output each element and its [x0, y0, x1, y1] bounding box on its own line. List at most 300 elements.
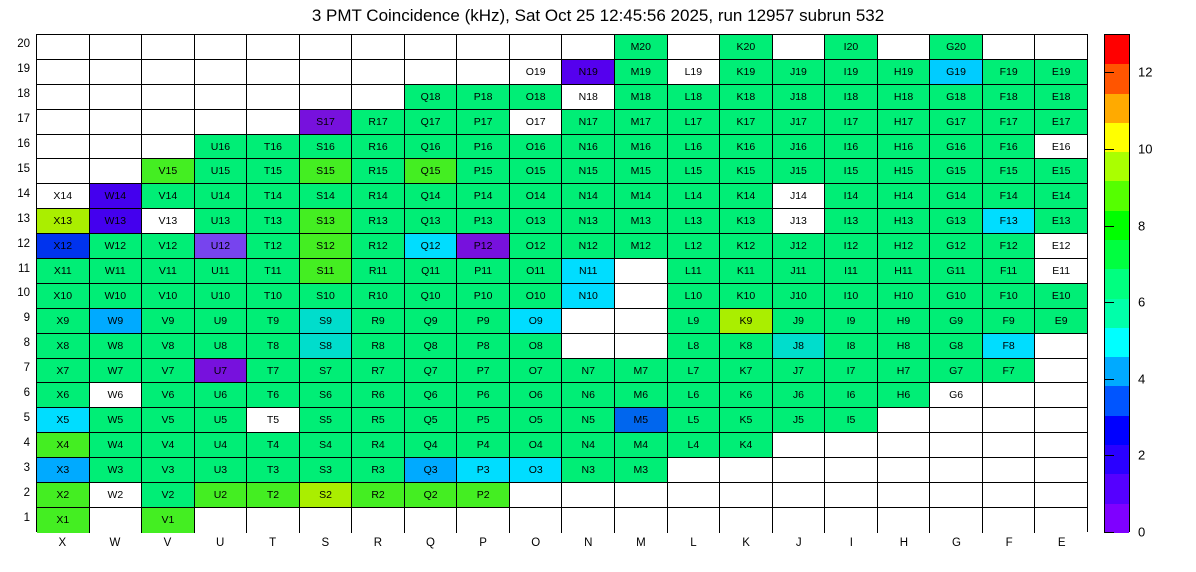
heatmap-cell-H17 — [878, 110, 931, 135]
cell-label: N12 — [578, 240, 598, 253]
heatmap-cell-K4 — [720, 433, 773, 458]
cell-label: E18 — [1051, 90, 1071, 103]
colorbar-segment — [1105, 504, 1129, 533]
heatmap-cell-X10 — [37, 284, 90, 309]
cell-label: E11 — [1052, 264, 1071, 277]
cell-label: N15 — [578, 165, 598, 178]
heatmap-cell-J15 — [773, 159, 826, 184]
heatmap-cell-empty — [983, 383, 1036, 408]
heatmap-cell-empty — [510, 508, 563, 533]
heatmap-cell-I8 — [825, 334, 878, 359]
heatmap-cell-O18 — [510, 85, 563, 110]
heatmap-cell-M20 — [615, 35, 668, 60]
cell-label: N5 — [581, 414, 595, 427]
heatmap-cell-O5 — [510, 408, 563, 433]
cell-label: O5 — [528, 414, 543, 427]
cell-label: V7 — [161, 364, 175, 377]
cell-label: P9 — [476, 314, 490, 327]
cell-label: V4 — [161, 439, 175, 452]
heatmap-cell-empty — [300, 35, 353, 60]
colorbar-segment — [1105, 474, 1129, 503]
heatmap-cell-H14 — [878, 184, 931, 209]
heatmap-cell-K18 — [720, 85, 773, 110]
heatmap-cell-K8 — [720, 334, 773, 359]
heatmap-cell-R17 — [352, 110, 405, 135]
heatmap-cell-R2 — [352, 483, 405, 508]
cell-label: R15 — [368, 165, 388, 178]
heatmap-cell-G10 — [930, 284, 983, 309]
heatmap-cell-E12 — [1035, 234, 1087, 259]
cell-label: O16 — [525, 140, 546, 153]
heatmap-cell-empty — [1035, 433, 1087, 458]
colorbar-tick-label-0: 0 — [1138, 524, 1146, 540]
cell-label: P18 — [473, 90, 493, 103]
heatmap-cell-R7 — [352, 359, 405, 384]
heatmap-cell-X13 — [37, 209, 90, 234]
heatmap-cell-empty — [773, 458, 826, 483]
cell-label: N11 — [579, 264, 598, 277]
cell-label: U3 — [213, 464, 228, 477]
heatmap-cell-empty — [405, 35, 458, 60]
colorbar-segment — [1105, 64, 1129, 93]
cell-label: K9 — [739, 314, 753, 327]
cell-label: U12 — [210, 240, 231, 253]
cell-label: F7 — [1002, 364, 1015, 377]
cell-label: G18 — [946, 90, 966, 103]
heatmap-cell-empty — [1035, 334, 1087, 359]
x-axis-tick-S: S — [321, 537, 330, 549]
heatmap-cell-V15 — [142, 159, 195, 184]
cell-label: U16 — [210, 140, 231, 153]
cell-label: K17 — [736, 115, 756, 128]
cell-label: U5 — [213, 414, 228, 427]
cell-label: U13 — [210, 215, 231, 228]
heatmap-cell-J5 — [773, 408, 826, 433]
cell-label: P15 — [473, 165, 493, 178]
cell-label: S2 — [319, 488, 332, 501]
cell-label: U2 — [213, 488, 228, 501]
heatmap-cell-O19 — [510, 60, 563, 85]
heatmap-cell-S7 — [300, 359, 353, 384]
heatmap-cell-I12 — [825, 234, 878, 259]
heatmap-cell-U5 — [195, 408, 248, 433]
heatmap-cell-P13 — [457, 209, 510, 234]
cell-label: S7 — [319, 364, 332, 377]
heatmap-cell-J17 — [773, 110, 826, 135]
heatmap-cell-empty — [247, 35, 300, 60]
cell-label: T12 — [263, 240, 282, 253]
heatmap-cell-E18 — [1035, 85, 1087, 110]
heatmap-cell-V13 — [142, 209, 195, 234]
heatmap-cell-empty — [142, 35, 195, 60]
heatmap-cell-empty — [142, 60, 195, 85]
heatmap-cell-H15 — [878, 159, 931, 184]
heatmap-cell-W13 — [90, 209, 143, 234]
heatmap-cell-P4 — [457, 433, 510, 458]
cell-label: P14 — [473, 190, 493, 203]
cell-label: I19 — [843, 65, 859, 78]
cell-label: I17 — [843, 115, 859, 128]
cell-label: E12 — [1051, 240, 1071, 253]
heatmap-cell-T6 — [247, 383, 300, 408]
heatmap-cell-T12 — [247, 234, 300, 259]
cell-label: O17 — [525, 115, 546, 128]
heatmap-cell-W9 — [90, 309, 143, 334]
heatmap-cell-empty — [90, 110, 143, 135]
cell-label: H12 — [893, 240, 914, 253]
heatmap-cell-X2 — [37, 483, 90, 508]
heatmap-cell-empty — [247, 508, 300, 533]
cell-label: W7 — [107, 364, 124, 377]
heatmap-cell-P15 — [457, 159, 510, 184]
colorbar-segment — [1105, 240, 1129, 269]
heatmap-cell-L10 — [668, 284, 721, 309]
cell-label: T6 — [266, 389, 280, 402]
heatmap-row — [37, 209, 1087, 234]
heatmap-cell-empty — [615, 259, 668, 284]
heatmap-cell-empty — [37, 135, 90, 160]
heatmap-cell-empty — [247, 110, 300, 135]
x-axis-tick-R: R — [373, 537, 383, 549]
y-axis-tick-15: 15 — [17, 162, 30, 175]
x-axis-tick-F: F — [1005, 537, 1013, 549]
heatmap-cell-X9 — [37, 309, 90, 334]
cell-label: Q10 — [420, 289, 441, 302]
cell-label: L6 — [687, 389, 700, 402]
cell-label: N14 — [578, 190, 598, 203]
cell-label: H6 — [896, 389, 911, 402]
colorbar-segment — [1105, 94, 1129, 123]
heatmap-cell-Q13 — [405, 209, 458, 234]
heatmap-cell-G6 — [930, 383, 983, 408]
heatmap-cell-empty — [983, 508, 1036, 533]
heatmap-cell-empty — [142, 85, 195, 110]
heatmap-cell-V14 — [142, 184, 195, 209]
cell-label: I11 — [844, 264, 858, 277]
heatmap-cell-S17 — [300, 110, 353, 135]
heatmap-cell-L5 — [668, 408, 721, 433]
colorbar-segment — [1105, 357, 1129, 386]
heatmap-cell-I15 — [825, 159, 878, 184]
y-axis-tick-2: 2 — [23, 486, 30, 499]
heatmap-cell-V12 — [142, 234, 195, 259]
heatmap-cell-U9 — [195, 309, 248, 334]
heatmap-cell-K12 — [720, 234, 773, 259]
cell-label: G12 — [946, 240, 966, 253]
cell-label: P2 — [476, 488, 490, 501]
heatmap-cell-empty — [983, 408, 1036, 433]
cell-label: N17 — [578, 115, 598, 128]
heatmap-cell-N13 — [562, 209, 615, 234]
heatmap-cell-empty — [1035, 383, 1087, 408]
heatmap-cell-N11 — [562, 259, 615, 284]
heatmap-row — [37, 85, 1087, 110]
heatmap-cell-N3 — [562, 458, 615, 483]
heatmap-cell-F19 — [983, 60, 1036, 85]
cell-label: S4 — [319, 439, 332, 452]
cell-label: Q4 — [423, 439, 438, 452]
heatmap-cell-R13 — [352, 209, 405, 234]
heatmap-cell-empty — [720, 458, 773, 483]
heatmap-cell-T9 — [247, 309, 300, 334]
heatmap-cell-T11 — [247, 259, 300, 284]
cell-label: I9 — [846, 314, 856, 327]
heatmap-cell-J12 — [773, 234, 826, 259]
cell-label: Q6 — [423, 389, 438, 402]
y-axis-tick-18: 18 — [17, 88, 30, 101]
heatmap-cell-empty — [300, 508, 353, 533]
cell-label: H18 — [893, 90, 914, 103]
cell-label: Q12 — [420, 240, 441, 253]
cell-label: P17 — [473, 115, 493, 128]
heatmap-cell-T15 — [247, 159, 300, 184]
heatmap-cell-Q7 — [405, 359, 458, 384]
cell-label: U7 — [213, 364, 228, 377]
cell-label: R17 — [368, 115, 388, 128]
heatmap-cell-F8 — [983, 334, 1036, 359]
heatmap-cell-P7 — [457, 359, 510, 384]
heatmap-cell-I11 — [825, 259, 878, 284]
cell-label: O12 — [525, 240, 546, 253]
heatmap-cell-P17 — [457, 110, 510, 135]
heatmap-cell-empty — [37, 35, 90, 60]
cell-label: H10 — [893, 289, 914, 302]
heatmap-cell-G13 — [930, 209, 983, 234]
cell-label: U6 — [213, 389, 228, 402]
cell-label: O6 — [528, 389, 543, 402]
cell-label: U10 — [210, 289, 231, 302]
heatmap-cell-F14 — [983, 184, 1036, 209]
cell-label: R4 — [371, 439, 385, 452]
x-axis-tick-J: J — [795, 537, 802, 549]
cell-label: T10 — [263, 289, 282, 302]
heatmap-row — [37, 458, 1087, 483]
cell-label: G8 — [949, 339, 964, 352]
cell-label: G11 — [946, 264, 966, 277]
heatmap-cell-J9 — [773, 309, 826, 334]
heatmap-cell-R6 — [352, 383, 405, 408]
heatmap-cell-W8 — [90, 334, 143, 359]
cell-label: S8 — [319, 339, 332, 352]
heatmap-cell-X11 — [37, 259, 90, 284]
x-axis-tick-K: K — [742, 537, 750, 549]
cell-label: T7 — [266, 364, 280, 377]
cell-label: H14 — [893, 190, 914, 203]
heatmap-cell-Q11 — [405, 259, 458, 284]
cell-label: K6 — [739, 389, 753, 402]
heatmap-cell-E10 — [1035, 284, 1087, 309]
heatmap-cell-R12 — [352, 234, 405, 259]
colorbar-segment — [1105, 35, 1129, 64]
heatmap-cell-empty — [983, 483, 1036, 508]
heatmap-cell-empty — [930, 508, 983, 533]
heatmap-cell-U3 — [195, 458, 248, 483]
heatmap-cell-K19 — [720, 60, 773, 85]
colorbar-segment — [1105, 386, 1129, 415]
heatmap-cell-U11 — [195, 259, 248, 284]
cell-label: K15 — [736, 165, 756, 178]
cell-label: O11 — [526, 264, 546, 277]
cell-label: R8 — [371, 339, 385, 352]
heatmap-cell-I19 — [825, 60, 878, 85]
heatmap-cell-M5 — [615, 408, 668, 433]
heatmap-cell-K7 — [720, 359, 773, 384]
heatmap-cell-L8 — [668, 334, 721, 359]
heatmap-cell-U14 — [195, 184, 248, 209]
cell-label: V15 — [158, 165, 178, 178]
heatmap-cell-M12 — [615, 234, 668, 259]
heatmap-cell-E15 — [1035, 159, 1087, 184]
cell-label: F14 — [999, 190, 1018, 203]
heatmap-cell-H10 — [878, 284, 931, 309]
heatmap-cell-M17 — [615, 110, 668, 135]
cell-label: K19 — [736, 65, 756, 78]
heatmap-cell-X5 — [37, 408, 90, 433]
cell-label: Q11 — [421, 264, 441, 277]
cell-label: N3 — [581, 464, 595, 477]
cell-label: K16 — [736, 140, 756, 153]
cell-label: O9 — [528, 314, 543, 327]
heatmap-cell-empty — [773, 35, 826, 60]
cell-label: F13 — [999, 215, 1018, 228]
heatmap-cell-N10 — [562, 284, 615, 309]
heatmap-cell-empty — [37, 159, 90, 184]
heatmap-cell-J16 — [773, 135, 826, 160]
cell-label: V3 — [161, 464, 175, 477]
cell-label: X6 — [56, 389, 70, 402]
heatmap-cell-N17 — [562, 110, 615, 135]
cell-label: X4 — [56, 439, 70, 452]
cell-label: T16 — [263, 140, 282, 153]
cell-label: L4 — [687, 439, 700, 452]
heatmap-cell-F9 — [983, 309, 1036, 334]
cell-label: W12 — [104, 240, 127, 253]
cell-label: N18 — [578, 90, 598, 103]
heatmap-cell-R16 — [352, 135, 405, 160]
heatmap-cell-F11 — [983, 259, 1036, 284]
heatmap-cell-L19 — [668, 60, 721, 85]
cell-label: I10 — [843, 289, 859, 302]
cell-label: H8 — [896, 339, 911, 352]
cell-label: H11 — [894, 264, 913, 277]
heatmap-cell-M19 — [615, 60, 668, 85]
heatmap-cell-H7 — [878, 359, 931, 384]
cell-label: J12 — [789, 240, 807, 253]
heatmap-cell-S3 — [300, 458, 353, 483]
heatmap-cell-empty — [878, 35, 931, 60]
cell-label: G17 — [946, 115, 966, 128]
cell-label: X8 — [56, 339, 70, 352]
heatmap-cell-N4 — [562, 433, 615, 458]
heatmap-cell-E19 — [1035, 60, 1087, 85]
cell-label: S6 — [319, 389, 332, 402]
colorbar-segment — [1105, 328, 1129, 357]
heatmap-cell-O6 — [510, 383, 563, 408]
heatmap-cell-T13 — [247, 209, 300, 234]
heatmap-cell-S13 — [300, 209, 353, 234]
cell-label: K12 — [736, 240, 756, 253]
heatmap-cell-R4 — [352, 433, 405, 458]
x-axis-tick-H: H — [899, 537, 909, 549]
cell-label: P6 — [476, 389, 490, 402]
heatmap-cell-empty — [90, 85, 143, 110]
colorbar-segment — [1105, 123, 1129, 152]
heatmap-cell-N19 — [562, 60, 615, 85]
cell-label: G14 — [946, 190, 966, 203]
heatmap-cell-E17 — [1035, 110, 1087, 135]
heatmap-cell-empty — [1035, 458, 1087, 483]
cell-label: E10 — [1051, 289, 1071, 302]
heatmap-cell-I17 — [825, 110, 878, 135]
cell-label: J10 — [789, 289, 807, 302]
heatmap-cell-empty — [405, 508, 458, 533]
heatmap-cell-K13 — [720, 209, 773, 234]
heatmap-cell-E9 — [1035, 309, 1087, 334]
heatmap-cell-U2 — [195, 483, 248, 508]
heatmap-cell-U7 — [195, 359, 248, 384]
cell-label: G6 — [949, 389, 964, 402]
heatmap-row — [37, 508, 1087, 533]
cell-label: N19 — [578, 65, 598, 78]
heatmap-cell-R15 — [352, 159, 405, 184]
cell-label: W11 — [104, 264, 126, 277]
cell-label: R11 — [368, 264, 388, 277]
heatmap-cell-R14 — [352, 184, 405, 209]
heatmap-cell-Q16 — [405, 135, 458, 160]
x-axis-tick-O: O — [531, 537, 541, 549]
cell-label: O8 — [528, 339, 543, 352]
heatmap-cell-U10 — [195, 284, 248, 309]
heatmap-cell-T8 — [247, 334, 300, 359]
cell-label: F10 — [999, 289, 1018, 302]
heatmap-cell-L17 — [668, 110, 721, 135]
heatmap-cell-G14 — [930, 184, 983, 209]
heatmap-cell-O10 — [510, 284, 563, 309]
heatmap-cell-U15 — [195, 159, 248, 184]
cell-label: V10 — [158, 289, 178, 302]
y-axis-tick-7: 7 — [23, 362, 30, 375]
heatmap-cell-H9 — [878, 309, 931, 334]
cell-label: V2 — [161, 488, 175, 501]
colorbar-segment — [1105, 416, 1129, 445]
heatmap-cell-empty — [1035, 35, 1087, 60]
cell-label: M17 — [630, 115, 651, 128]
heatmap-cell-I20 — [825, 35, 878, 60]
heatmap-cell-P9 — [457, 309, 510, 334]
heatmap-cell-empty — [352, 508, 405, 533]
heatmap-row — [37, 383, 1087, 408]
heatmap-cell-X3 — [37, 458, 90, 483]
cell-label: O18 — [525, 90, 546, 103]
cell-label: G20 — [946, 40, 966, 53]
cell-label: H15 — [893, 165, 914, 178]
cell-label: I5 — [846, 414, 856, 427]
heatmap-cell-Q18 — [405, 85, 458, 110]
heatmap-cell-Q8 — [405, 334, 458, 359]
x-axis-tick-U: U — [215, 537, 225, 549]
y-axis-tick-4: 4 — [23, 436, 30, 449]
heatmap-cell-empty — [930, 408, 983, 433]
heatmap-cell-G9 — [930, 309, 983, 334]
heatmap-cell-E14 — [1035, 184, 1087, 209]
heatmap-row — [37, 184, 1087, 209]
heatmap-cell-O14 — [510, 184, 563, 209]
cell-label: I7 — [846, 364, 856, 377]
cell-label: M19 — [630, 65, 651, 78]
heatmap-cell-H6 — [878, 383, 931, 408]
heatmap-cell-empty — [720, 508, 773, 533]
cell-label: S5 — [319, 414, 332, 427]
